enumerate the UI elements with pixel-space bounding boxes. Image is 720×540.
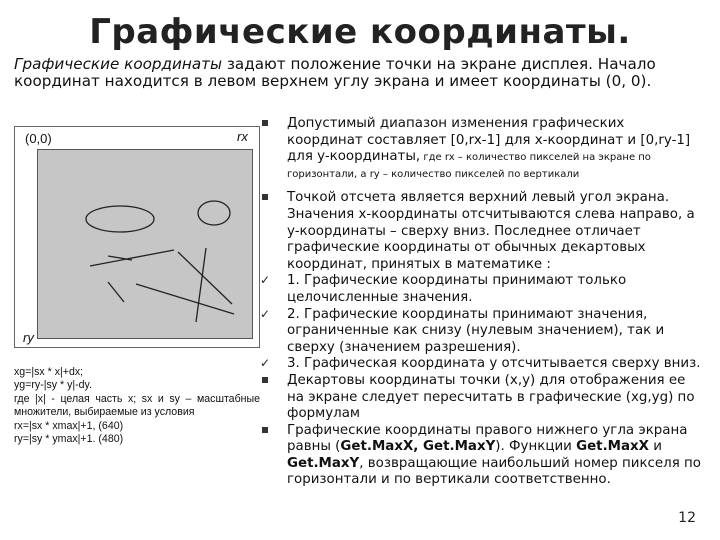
square-bullet-icon xyxy=(258,423,274,439)
screen-drawing xyxy=(38,150,254,340)
intro-term: Графические координаты xyxy=(14,55,222,73)
x-axis-label: rx xyxy=(237,129,248,144)
intro-paragraph xyxy=(14,56,714,90)
y-axis-label: ry xyxy=(23,330,34,345)
formula-line-1: xg=|sx * x|+dx; xyxy=(14,366,84,378)
check-item-3-text: 3. Графическая координата y отсчитывается сверху вниз. xyxy=(287,356,701,372)
bullet-max-func-x: Get.MaxX xyxy=(576,439,649,455)
bullet-max-func-y: Get.MaxY xyxy=(287,455,360,471)
check-item-1-text: 1. Графические координаты принимают только целочисленные значения. xyxy=(287,273,627,305)
drawn-line-3 xyxy=(136,284,234,314)
coordinate-figure xyxy=(14,126,260,348)
bullet-range-note: где rx – количество пикселей на экране по горизонтали, а ry – количество пикселей по вертикали xyxy=(287,152,651,180)
bullet-max-post: , возвращающие наибольший номер пикселя по горизонтали и по вертикали соответственно. xyxy=(287,455,701,488)
drawn-circle xyxy=(198,201,230,225)
drawn-ellipse xyxy=(86,206,154,232)
drawn-line-1 xyxy=(90,250,174,266)
drawn-line-5 xyxy=(196,248,206,322)
bullet-list xyxy=(256,116,704,489)
formula-line-2: yg=ry-|sy * y|-dy. xyxy=(14,379,93,392)
bullet-max-func-pair: Get.MaxX, Get.MaxY xyxy=(340,439,496,455)
drawn-line-2 xyxy=(108,256,132,260)
check-item-2 xyxy=(256,307,704,357)
bullet-origin-text: Точкой отсчета является верхний левый угол экрана. Значения x-координаты отсчитываются слева направо, а y-координаты – сверху вниз. Последнее отличает графические координаты от обычных декартовых координат, принятых в математике : xyxy=(287,190,695,272)
formula-block xyxy=(14,366,260,446)
page-title: Графические координаты. xyxy=(89,12,631,52)
check-item-1 xyxy=(256,273,704,306)
check-item-3 xyxy=(256,356,704,373)
check-item-2-text: 2. Графические координаты принимают значения, ограниченные как снизу (нулевым значением), так и сверху (значением разрешения). xyxy=(287,306,665,355)
check-mark-icon: ✓ xyxy=(260,273,271,288)
screen-area xyxy=(37,149,253,339)
bullet-conversion-text: Декартовы координаты точки (x,y) для отображения ее на экране следует пересчитать в графические (xg,yg) по формулам xyxy=(287,372,695,422)
drawn-line-6 xyxy=(108,282,124,302)
bullet-max-mid: ). Функции xyxy=(495,439,577,455)
square-bullet-icon xyxy=(258,190,274,206)
intro-text: задают положение точки на экране дисплея. Начало координат находится в левом верхнем углу экрана и имеет координаты (0, 0). xyxy=(14,55,656,90)
check-mark-icon: ✓ xyxy=(260,356,271,371)
square-bullet-icon xyxy=(258,116,274,132)
formula-line-ry: ry=|sy * ymax|+1. (480) xyxy=(14,433,124,446)
bullet-origin xyxy=(256,190,704,273)
origin-label: (0,0) xyxy=(25,131,52,146)
square-bullet-icon xyxy=(258,373,274,389)
bullet-max-and: и xyxy=(649,439,662,455)
bullet-conversion xyxy=(256,373,704,423)
bullet-range xyxy=(256,116,704,182)
bullet-max-pre: Графические координаты правого нижнего угла экрана равны ( xyxy=(287,422,688,455)
bullet-max xyxy=(256,423,704,489)
formula-condition: где |x| - целая часть x; sx и sy – масштабные множители, выбираемые из условия xyxy=(14,392,260,419)
check-mark-icon: ✓ xyxy=(260,306,271,321)
bullet-range-text: Допустимый диапазон изменения графических координат составляет [0,rx-1] для x-координат и [0,ry-1] для y-координаты, xyxy=(287,116,691,165)
formula-line-rx: rx=|sx * xmax|+1, (640) xyxy=(14,419,124,432)
page-number: 12 xyxy=(678,510,696,526)
